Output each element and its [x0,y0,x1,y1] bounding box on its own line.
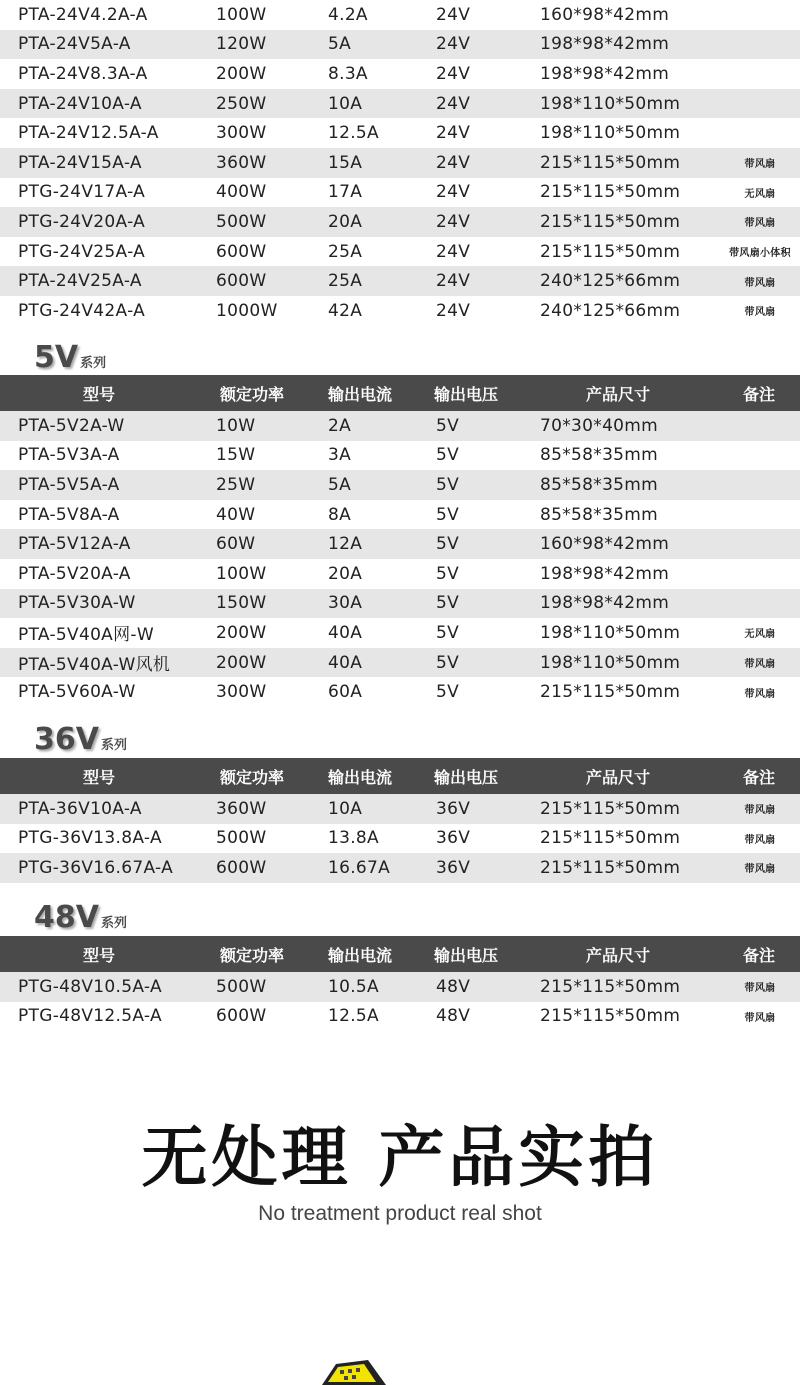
cell-voltage: 24V [436,241,471,262]
cell-current: 42A [328,300,363,321]
table-row [0,529,800,559]
cell-power: 200W [216,652,267,673]
table-row [0,30,800,60]
cell-size: 215*115*50mm [540,211,681,232]
cell-model: PTA-24V15A-A [18,152,142,173]
cell-size: 85*58*35mm [540,445,659,466]
cell-power: 15W [216,445,256,466]
header-voltage: 输出电压 [433,767,498,787]
cell-power: 250W [216,93,267,114]
cell-voltage: 24V [436,34,471,55]
cell-current: 13.8A [328,828,379,849]
series-title-5v [0,330,800,376]
cell-size: 160*98*42mm [540,4,670,25]
header-power: 额定功率 [219,945,284,965]
header-note: 备注 [742,384,775,404]
header-power: 额定功率 [219,384,284,404]
cell-model: PTA-5V2A-W [18,415,125,436]
series-title-small: 系列 [100,738,127,753]
cell-voltage: 24V [436,182,471,203]
cell-size: 215*115*50mm [540,182,681,203]
table-5v [0,411,800,707]
cell-power: 500W [216,976,267,997]
cell-model: PTA-5V12A-A [18,534,131,555]
table-row [0,237,800,267]
cell-model: PTA-24V25A-A [18,271,142,292]
table-row [0,118,800,148]
cell-voltage: 36V [436,798,471,819]
cell-power: 360W [216,152,267,173]
series-title-small: 系列 [100,916,127,931]
cell-voltage: 24V [436,93,471,114]
cell-power: 100W [216,563,267,584]
header-size: 产品尺寸 [585,767,650,787]
cell-note: 带风扇 [744,805,776,817]
cell-note: 带风扇 [744,864,776,876]
cell-model: PTA-24V5A-A [18,34,131,55]
header-model: 型号 [82,945,115,965]
table-row [0,972,800,1002]
cell-size: 240*125*66mm [540,271,681,292]
cell-size: 198*110*50mm [540,622,681,643]
cell-model: PTA-24V12.5A-A [18,123,159,144]
header-model: 型号 [82,384,115,404]
table-row [0,89,800,119]
cell-current: 25A [328,271,363,292]
table-row [0,794,800,824]
cell-power: 300W [216,123,267,144]
cell-current: 12A [328,534,363,555]
cell-size: 198*98*42mm [540,593,670,614]
cell-power: 600W [216,1006,267,1027]
series-title-small: 系列 [80,356,107,371]
cell-current: 3A [328,445,352,466]
cell-current: 5A [328,34,352,55]
header-model: 型号 [82,767,115,787]
cell-model: PTG-48V12.5A-A [18,1006,162,1027]
cell-power: 150W [216,593,267,614]
cell-current: 40A [328,622,363,643]
cell-current: 5A [328,474,352,495]
cell-note: 带风扇 [744,688,776,700]
table-header [0,758,800,794]
cell-power: 120W [216,34,267,55]
cell-voltage: 24V [436,211,471,232]
cell-model: PTG-24V42A-A [18,300,146,321]
cell-voltage: 5V [436,593,460,614]
cell-size: 198*110*50mm [540,123,681,144]
cell-model: PTA-5V40A-W风机 [18,655,171,676]
cell-current: 30A [328,593,363,614]
section-5v [0,330,800,707]
table-36v [0,794,800,883]
table-header [0,936,800,972]
cell-voltage: 5V [436,415,460,436]
cell-voltage: 5V [436,445,460,466]
section-48v [0,890,800,1031]
cell-model: PTA-5V30A-W [18,593,136,614]
cell-power: 60W [216,534,256,555]
cell-model: PTA-5V3A-A [18,445,120,466]
cell-note: 无风扇 [744,629,776,641]
cell-note: 带风扇 [744,218,776,230]
cell-size: 215*115*50mm [540,798,681,819]
cell-voltage: 5V [436,622,460,643]
cell-current: 12.5A [328,1006,379,1027]
cell-power: 500W [216,828,267,849]
cell-model: PTA-5V20A-A [18,563,131,584]
header-current: 输出电流 [327,945,392,965]
series-title-big: 5V [34,340,79,375]
table-row [0,266,800,296]
cell-size: 198*98*42mm [540,563,670,584]
table-row [0,470,800,500]
cell-current: 10A [328,93,363,114]
series-title-36v [0,712,800,758]
cell-size: 215*115*50mm [540,857,681,878]
table-row [0,559,800,589]
table-row [0,411,800,441]
cell-size: 215*115*50mm [540,682,681,703]
header-size: 产品尺寸 [585,945,650,965]
table-row [0,1002,800,1032]
hero-title: 无处理 产品实拍 [141,1119,659,1196]
cell-voltage: 36V [436,828,471,849]
cell-size: 215*115*50mm [540,828,681,849]
cell-current: 2A [328,415,352,436]
cell-power: 10W [216,415,256,436]
cell-note: 带风扇 [744,983,776,995]
table-row [0,618,800,648]
cell-size: 240*125*66mm [540,300,681,321]
cell-current: 25A [328,241,363,262]
cell-power: 1000W [216,300,278,321]
cell-voltage: 36V [436,857,471,878]
cell-current: 40A [328,652,363,673]
header-current: 输出电流 [327,384,392,404]
table-row [0,59,800,89]
header-size: 产品尺寸 [585,384,650,404]
cell-power: 200W [216,622,267,643]
cell-model: PTG-48V10.5A-A [18,976,162,997]
cell-size: 215*115*50mm [540,1006,681,1027]
table-row [0,178,800,208]
header-voltage: 输出电压 [433,384,498,404]
cell-note: 带风扇 [744,659,776,671]
table-row [0,853,800,883]
section-36v [0,712,800,883]
cell-voltage: 24V [436,271,471,292]
cell-voltage: 24V [436,300,471,321]
cell-power: 400W [216,182,267,203]
cell-current: 10A [328,798,363,819]
header-current: 输出电流 [327,767,392,787]
cell-model: PTA-5V5A-A [18,474,120,495]
cell-current: 12.5A [328,123,379,144]
cell-size: 215*115*50mm [540,976,681,997]
table-row [0,148,800,178]
cell-voltage: 24V [436,152,471,173]
cell-power: 200W [216,63,267,84]
header-power: 额定功率 [219,767,284,787]
table-row [0,824,800,854]
cell-power: 600W [216,857,267,878]
cell-power: 40W [216,504,256,525]
cell-model: PTG-36V13.8A-A [18,828,162,849]
cell-power: 100W [216,4,267,25]
cell-current: 4.2A [328,4,368,25]
cell-model: PTA-5V60A-W [18,682,136,703]
cell-note: 带风扇 [744,307,776,319]
cell-note: 带风扇 [744,1012,776,1024]
cell-current: 8A [328,504,352,525]
cell-note: 带风扇小体积 [729,248,791,260]
hero-section [0,1118,800,1226]
cell-voltage: 48V [436,976,471,997]
cell-size: 198*98*42mm [540,34,670,55]
cell-power: 500W [216,211,267,232]
cell-note: 无风扇 [744,188,776,200]
table-row [0,589,800,619]
table-row [0,296,800,326]
cell-current: 17A [328,182,363,203]
table-row [0,500,800,530]
series-title-big: 48V [34,900,99,935]
cell-size: 198*98*42mm [540,63,670,84]
header-note: 备注 [742,945,775,965]
cell-model: PTG-24V17A-A [18,182,146,203]
cell-model: PTG-24V25A-A [18,241,146,262]
header-voltage: 输出电压 [433,945,498,965]
cell-size: 85*58*35mm [540,504,659,525]
cell-size: 160*98*42mm [540,534,670,555]
table-24v [0,0,800,326]
series-title-big: 36V [34,722,99,757]
table-row [0,677,800,707]
cell-model: PTG-36V16.67A-A [18,857,174,878]
cell-current: 16.67A [328,857,391,878]
cell-power: 600W [216,271,267,292]
cell-size: 215*115*50mm [540,241,681,262]
cell-voltage: 5V [436,504,460,525]
series-title-48v [0,890,800,936]
cell-model: PTA-36V10A-A [18,798,142,819]
cell-power: 360W [216,798,267,819]
cell-size: 198*110*50mm [540,93,681,114]
cell-model: PTA-5V40A网-W [18,625,154,646]
cell-current: 8.3A [328,63,368,84]
cell-power: 25W [216,474,256,495]
cell-model: PTA-24V10A-A [18,93,142,114]
table-row [0,0,800,30]
cell-power: 600W [216,241,267,262]
cell-current: 20A [328,211,363,232]
cell-note: 带风扇 [744,159,776,171]
cell-power: 300W [216,682,267,703]
cell-current: 10.5A [328,976,379,997]
cell-voltage: 24V [436,4,471,25]
cell-size: 215*115*50mm [540,152,681,173]
cell-voltage: 24V [436,123,471,144]
product-photo-top-edge [310,1358,390,1385]
cell-model: PTA-5V8A-A [18,504,120,525]
cell-size: 198*110*50mm [540,652,681,673]
cell-model: PTA-24V4.2A-A [18,4,148,25]
cell-voltage: 5V [436,534,460,555]
table-row [0,207,800,237]
cell-size: 85*58*35mm [540,474,659,495]
cell-voltage: 5V [436,563,460,584]
cell-current: 60A [328,682,363,703]
cell-voltage: 5V [436,474,460,495]
cell-size: 70*30*40mm [540,415,659,436]
cell-current: 20A [328,563,363,584]
cell-voltage: 48V [436,1006,471,1027]
table-row [0,648,800,678]
header-note: 备注 [742,767,775,787]
cell-voltage: 24V [436,63,471,84]
table-row [0,441,800,471]
cell-voltage: 5V [436,682,460,703]
cell-model: PTA-24V8.3A-A [18,63,148,84]
cell-current: 15A [328,152,363,173]
cell-voltage: 5V [436,652,460,673]
table-48v [0,972,800,1031]
hero-subtitle: No treatment product real shot [258,1202,542,1225]
cell-note: 带风扇 [744,834,776,846]
table-header [0,375,800,411]
cell-note: 带风扇 [744,277,776,289]
cell-model: PTG-24V20A-A [18,211,146,232]
